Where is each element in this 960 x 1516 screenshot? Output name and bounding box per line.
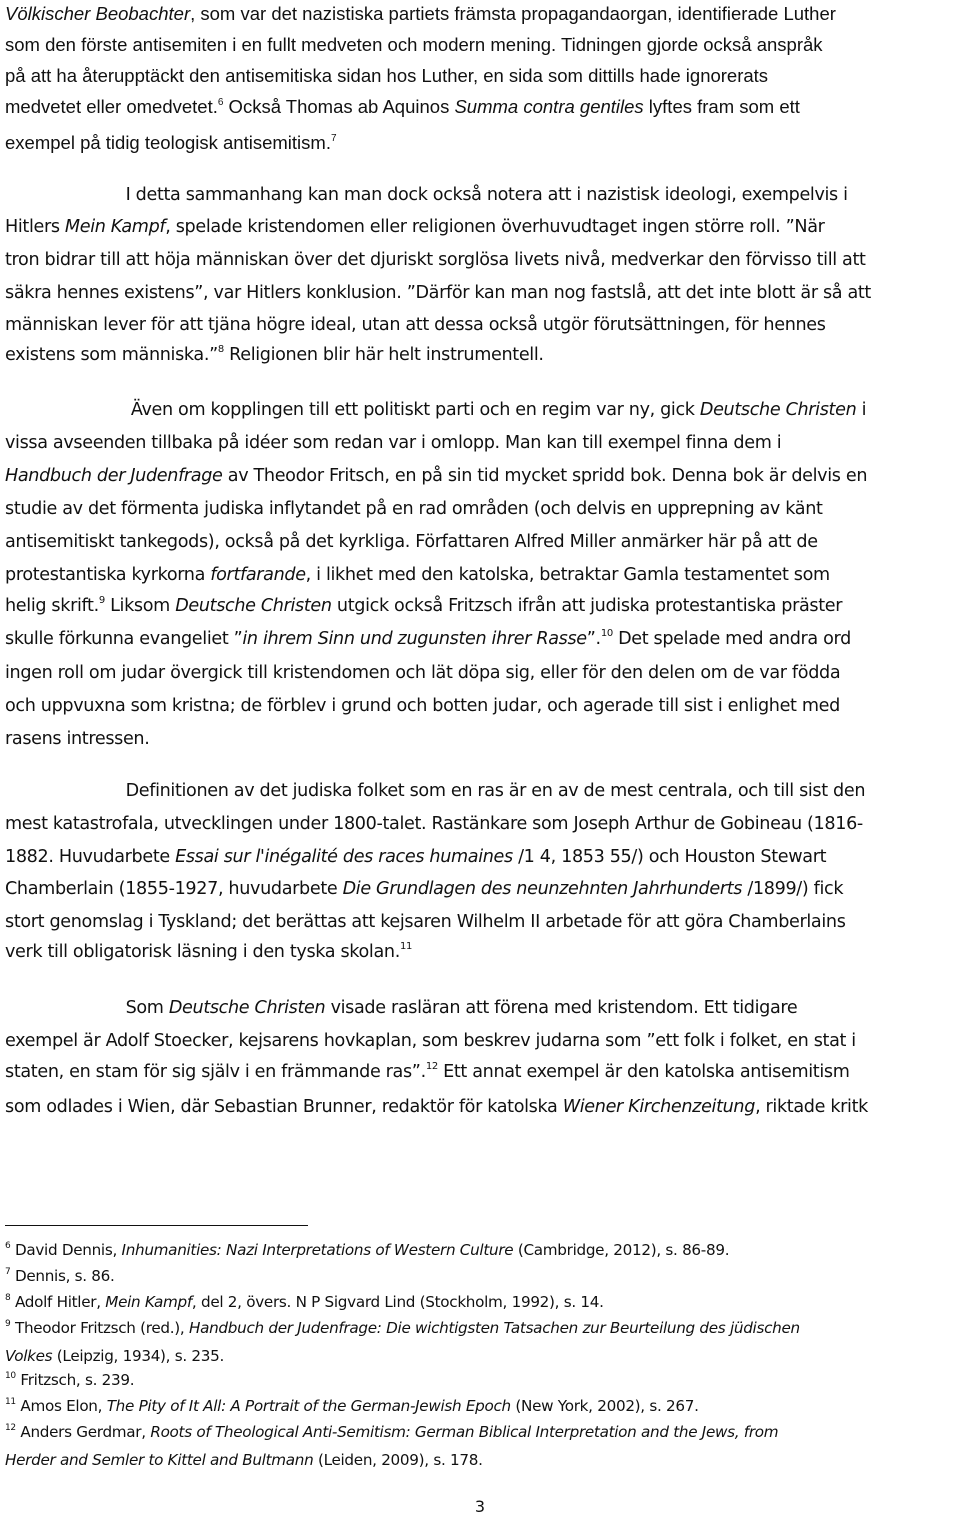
footnote-ref: 8 — [5, 1293, 11, 1303]
footnote-ref: 9 — [98, 595, 105, 606]
text-run: , i likhet med den katolska, betraktar Gamla testamentet som — [305, 565, 830, 585]
text-run: Chamberlain (1855-1927, huvudarbete — [5, 879, 343, 899]
italic-text: Wiener Kirchenzeitung — [562, 1097, 756, 1117]
text-run: stort genomslag i Tyskland; det berättas att kejsaren Wilhelm II arbetade för att göra Chamberlains — [5, 912, 846, 932]
text-line — [5, 812, 863, 836]
text-run: vissa avseenden tillbaka på idéer som redan var i omlopp. Man kan till exempel finna dem i — [5, 433, 782, 453]
text-run: verk till obligatorisk läsning i den tyska skolan. — [5, 942, 400, 962]
text-run: Det spelade med andra ord — [612, 629, 851, 649]
footnote-line — [5, 1318, 800, 1338]
text-run: /1 4, 1853 55/) och Houston Stewart — [512, 847, 827, 867]
italic-text: in ihrem Sinn und zugunsten ihrer Rasse — [242, 629, 587, 649]
footnote-ref: 10 — [5, 1371, 16, 1381]
footnote-ref: 11 — [399, 941, 412, 952]
footnote-ref: 10 — [600, 628, 613, 639]
text-run: Också Thomas ab Aquinos — [223, 96, 455, 117]
italic-text: Mein Kampf — [105, 1293, 192, 1311]
text-run: visade rasläran att förena med kristendom. Ett tidigare — [325, 998, 798, 1018]
text-run: (Leiden, 2009), s. 178. — [313, 1451, 483, 1469]
text-run: skulle förkunna evangeliet ” — [5, 629, 243, 649]
text-line — [5, 398, 866, 422]
italic-text: Mein Kampf — [64, 217, 166, 237]
italic-text: fortfarande — [210, 565, 306, 585]
text-run: Religionen blir här helt instrumentell. — [223, 345, 544, 365]
text-run: ingen roll om judar övergick till kristendomen och lät döpa sig, eller för den delen om de var födda — [5, 663, 841, 683]
footnote-ref: 7 — [330, 133, 337, 144]
footnote-line — [5, 1240, 729, 1260]
text-run: David Dennis, — [10, 1241, 122, 1259]
text-line — [5, 2, 836, 26]
footnote-line — [5, 1370, 134, 1390]
text-line — [5, 563, 830, 587]
footnote-ref: 8 — [217, 344, 224, 355]
text-run: som odlades i Wien, där Sebastian Brunner, redaktör för katolska — [5, 1097, 563, 1117]
footnote-line — [5, 1292, 604, 1312]
text-run: Adolf Hitler, — [10, 1293, 106, 1311]
text-line — [5, 131, 337, 155]
text-run: I detta sammanhang kan man dock också notera att i nazistisk ideologi, exempelvis i — [5, 185, 848, 205]
text-run: rasens intressen. — [5, 729, 150, 749]
text-run: Dennis, s. 86. — [10, 1267, 115, 1285]
text-line — [5, 343, 544, 367]
text-run: exempel på tidig teologisk antisemitism. — [5, 132, 331, 153]
text-line — [5, 215, 825, 239]
text-run: utgick också Fritzsch ifrån att judiska protestantiska präster — [331, 596, 843, 616]
text-run: och uppvuxna som kristna; de förblev i grund och botten judar, och agerade till sist i enlighet med — [5, 696, 840, 716]
footnote-ref: 6 — [217, 97, 224, 108]
italic-text: Summa contra gentiles — [454, 96, 644, 117]
text-run: tron bidrar till att höja människan över det djuriskt sorglösa livets nivå, medverkar den förvisso till att — [5, 250, 866, 270]
text-run: som den förste antisemiten i en fullt medveten och modern mening. Tidningen gjorde också anspråk — [5, 34, 823, 55]
italic-text: Deutsche Christen — [175, 596, 332, 616]
italic-text: Handbuch der Judenfrage — [5, 466, 223, 486]
text-line — [5, 464, 867, 488]
text-run: säkra hennes existens”, var Hitlers konklusion. ”Därför kan man nog fastslå, att det inte blott är så att — [5, 283, 871, 303]
text-run: , som var det nazistiska partiets främsta propagandaorgan, identifierade Luther — [190, 3, 836, 24]
text-line — [5, 727, 149, 751]
italic-text: Volkes — [5, 1347, 53, 1365]
italic-text: Roots of Theological Anti-Semitism: German Biblical Interpretation and the Jews, from — [150, 1423, 779, 1441]
footnote-ref: 11 — [5, 1397, 16, 1407]
italic-text: Die Grundlagen des neunzehnten Jahrhunderts — [342, 879, 743, 899]
text-run: (New York, 2002), s. 267. — [510, 1397, 699, 1415]
text-line — [5, 64, 768, 88]
text-run: Fritzsch, s. 239. — [15, 1371, 135, 1389]
text-line — [5, 313, 826, 337]
italic-text: The Pity of It All: A Portrait of the German-Jewish Epoch — [106, 1397, 511, 1415]
footnote-ref: 9 — [5, 1319, 11, 1329]
italic-text: Völkischer Beobachter — [5, 3, 191, 24]
text-line — [5, 281, 871, 305]
text-line — [5, 661, 840, 685]
page-number: 3 — [474, 1497, 486, 1516]
text-run: Amos Elon, — [15, 1397, 107, 1415]
text-line — [5, 248, 866, 272]
text-run: mest katastrofala, utvecklingen under 1800-talet. Rastänkare som Joseph Arthur de Gobineau (1816- — [5, 814, 863, 834]
text-run: lyftes fram som ett — [643, 96, 800, 117]
text-run: Som — [5, 998, 169, 1018]
footnote-ref: 12 — [5, 1423, 16, 1433]
text-run: , riktade kritk — [755, 1097, 868, 1117]
text-line — [5, 33, 823, 57]
footnote-ref: 7 — [5, 1267, 11, 1277]
footnote-line — [5, 1346, 224, 1366]
text-run: protestantiska kyrkorna — [5, 565, 211, 585]
text-line — [5, 996, 797, 1020]
italic-text: Deutsche Christen — [168, 998, 326, 1018]
text-run: Ett annat exempel är den katolska antisemitism — [437, 1062, 850, 1082]
text-run: Anders Gerdmar, — [15, 1423, 151, 1441]
text-line — [5, 183, 848, 207]
text-line — [5, 497, 823, 521]
text-line — [5, 530, 818, 554]
text-run: exempel är Adolf Stoecker, kejsarens hovkaplan, som beskrev judarna som ”ett folk i folket, en stat i — [5, 1031, 856, 1051]
text-line — [5, 940, 412, 964]
text-run: Theodor Fritzsch (red.), — [10, 1319, 189, 1337]
text-run: studie av det förmenta judiska inflytandet på en rad områden (och delvis en upprepning av känt — [5, 499, 823, 519]
text-run: av Theodor Fritsch, en på sin tid mycket spridd bok. Denna bok är delvis en — [222, 466, 868, 486]
italic-text: Deutsche Christen — [699, 400, 857, 420]
text-run: Liksom — [104, 596, 176, 616]
text-run: (Leipzig, 1934), s. 235. — [52, 1347, 225, 1365]
text-run: i — [856, 400, 867, 420]
text-run: medvetet eller omedvetet. — [5, 96, 218, 117]
italic-text: Handbuch der Judenfrage: Die wichtigsten Tatsachen zur Beurteilung des jüdischen — [188, 1319, 800, 1337]
text-run: på att ha återupptäckt den antisemitiska sidan hos Luther, en sida som dittills hade ignorerats — [5, 65, 769, 86]
text-line — [5, 1095, 868, 1119]
text-line — [5, 694, 840, 718]
text-run: existens som människa.” — [5, 345, 218, 365]
text-line — [5, 779, 865, 803]
italic-text: Herder and Semler to Kittel and Bultmann — [5, 1451, 314, 1469]
text-run: helig skrift. — [5, 596, 99, 616]
footnote-line — [5, 1396, 699, 1416]
text-line — [5, 1029, 856, 1053]
text-run: staten, en stam för sig själv i en främmande ras”. — [5, 1062, 426, 1082]
footnote-separator — [5, 1225, 308, 1226]
text-line — [5, 910, 846, 934]
text-line — [5, 877, 843, 901]
text-line — [5, 845, 826, 869]
text-run: 1882. Huvudarbete — [5, 847, 176, 867]
text-line — [5, 431, 781, 455]
text-line — [5, 594, 842, 618]
italic-text: Essai sur l'inégalité des races humaines — [175, 847, 513, 867]
footnote-line — [5, 1450, 483, 1470]
footnote-ref: 6 — [5, 1241, 11, 1251]
text-run: människan lever för att tjäna högre ideal, utan att dessa också utgör förutsättningen, för hennes — [5, 315, 826, 335]
italic-text: Inhumanities: Nazi Interpretations of Western Culture — [121, 1241, 514, 1259]
text-line — [5, 1060, 849, 1084]
text-run: Även om kopplingen till ett politiskt parti och en regim var ny, gick — [5, 400, 700, 420]
text-run: , spelade kristendomen eller religionen överhuvudtaget ingen större roll. ”När — [165, 217, 825, 237]
footnote-ref: 12 — [425, 1061, 438, 1072]
text-line — [5, 95, 800, 119]
text-run: antisemitiskt tankegods), också på det kyrkliga. Författaren Alfred Miller anmärker här på att de — [5, 532, 818, 552]
text-line — [5, 627, 851, 651]
footnote-line — [5, 1422, 778, 1442]
text-run: ”. — [586, 629, 601, 649]
text-run: (Cambridge, 2012), s. 86-89. — [513, 1241, 730, 1259]
footnote-line — [5, 1266, 115, 1286]
text-run: /1899/) fick — [742, 879, 844, 899]
text-run: Hitlers — [5, 217, 65, 237]
text-run: , del 2, övers. N P Sigvard Lind (Stockholm, 1992), s. 14. — [191, 1293, 604, 1311]
text-run: Definitionen av det judiska folket som en ras är en av de mest centrala, och till sist den — [5, 781, 866, 801]
